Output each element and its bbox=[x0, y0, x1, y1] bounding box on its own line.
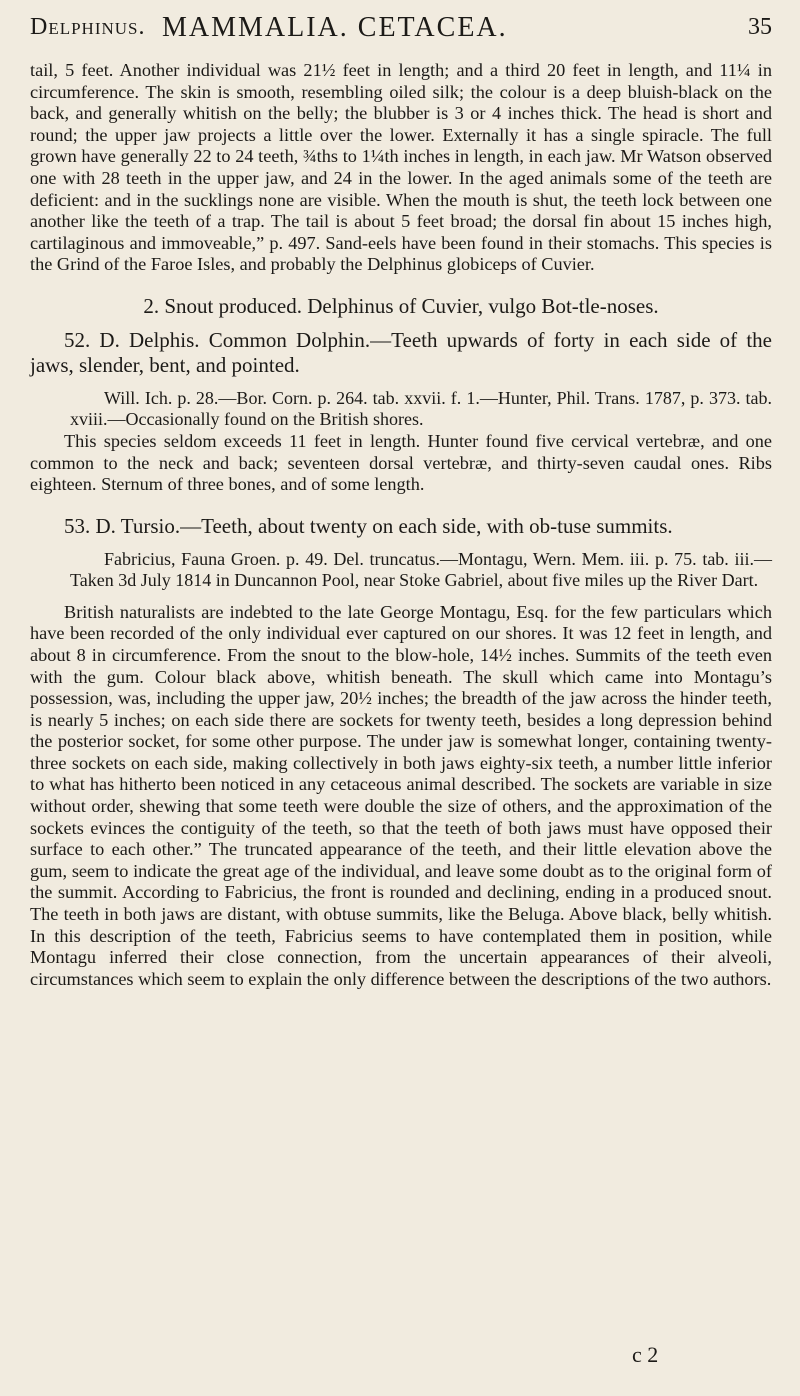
references-delphis: Will. Ich. p. 28.—Bor. Corn. p. 264. tab. xxvii. f. 1.—Hunter, Phil. Trans. 1787, p. 373. tab. xviii.—Occasionally found on the British shores. bbox=[70, 387, 772, 430]
signature-mark: c 2 bbox=[632, 1342, 659, 1367]
page-number: 35 bbox=[748, 14, 772, 40]
page-body bbox=[30, 60, 772, 990]
paragraph-continuation: tail, 5 feet. Another individual was 21½ feet in length; and a third 20 feet in length, and 11¼ in circumference. The skin is smooth, resembling oiled silk; the colour is a deep bluish-black on the back, and generally whitish on the belly; the blubber is 3 or 4 inches thick. The head is short and round; the upper jaw projects a little over the lower. Externally it has a single spiracle. The full grown have generally 22 to 24 teeth, ¾ths to 1¼th inches in length, in each jaw. Mr Watson observed one with 28 teeth in the upper jaw, and 24 in the lower. In the aged animals some of the teeth are deficient: and in the sucklings none are visible. When the mouth is shut, the teeth lock between one another like the teeth of a trap. The tail is about 5 feet broad; the dorsal fin about 15 inches high, cartilaginous and immoveable,” p. 497. Sand-eels have been found in their stomachs. This species is the Grind of the Faroe Isles, and probably the Delphinus globiceps of Cuvier. bbox=[30, 60, 772, 275]
references-tursio: Fabricius, Fauna Groen. p. 49. Del. truncatus.—Montagu, Wern. Mem. iii. p. 75. tab. iii.—Taken 3d July 1814 in Duncannon Pool, near Stoke Gabriel, about five miles up the River Dart. bbox=[70, 548, 772, 591]
species-heading-tursio: 53. D. Tursio.—Teeth, about twenty on each side, with ob-tuse summits. bbox=[64, 513, 673, 538]
paragraph-tursio: British naturalists are indebted to the late George Montagu, Esq. for the few particulars which have been recorded of the only individual ever captured on our shores. It was 12 feet in length, and about 8 in circumference. From the snout to the blow-hole, 14½ inches. Summits of the teeth even with the gum. Colour black above, whitish beneath. The skull which came into Montagu’s possession, was, including the upper jaw, 20½ inches; the breadth of the jaw across the hinder teeth, is nearly 5 inches; on each side there are sockets for twenty teeth, besides a long depression behind the posterior socket, for some other purpose. The under jaw is somewhat longer, containing twenty-three sockets on each side, making collectively in both jaws eighty-six teeth, a number little inferior to what has hitherto been noticed in any cetaceous animal described. The sockets are variable in size without order, shewing that some teeth were double the size of others, and the approximation of the sockets evinces the contiguity of the teeth, so that the teeth of both jaws must have opposed their surface to each other.” The truncated appearance of the teeth, and their little elevation above the gum, seem to indicate the great age of the individual, and leave some doubt as to the original form of the summit. According to Fabricius, the front is rounded and declining, ending in a produced snout. The teeth in both jaws are distant, with obtuse summits, like the Beluga. Above black, belly whitish. In this description of the teeth, Fabricius seems to have contemplated them in position, while Montagu inferred their close connection, from the uncertain appearances of their alveoli, circumstances which seem to explain the only difference between the descriptions of the two authors. bbox=[30, 601, 772, 989]
species-heading-delphis: 52. D. Delphis. Common Dolphin.—Teeth upwards of forty in each side of the jaws, slender, bent, and pointed. bbox=[30, 327, 772, 377]
paragraph-delphis: This species seldom exceeds 11 feet in length. Hunter found five cervical vertebræ, and one common to the neck and back; seventeen dorsal vertebræ, and thirty-seven caudal ones. Ribs eighteen. Sternum of three bones, and of some length. bbox=[30, 430, 772, 495]
section-heading-snout-produced: 2. Snout produced. Delphinus of Cuvier, vulgo Bot-tle-noses. bbox=[143, 293, 659, 318]
header-genus: Delphinus. bbox=[30, 14, 146, 40]
running-header bbox=[30, 12, 772, 52]
header-title: MAMMALIA. CETACEA. bbox=[162, 12, 508, 43]
